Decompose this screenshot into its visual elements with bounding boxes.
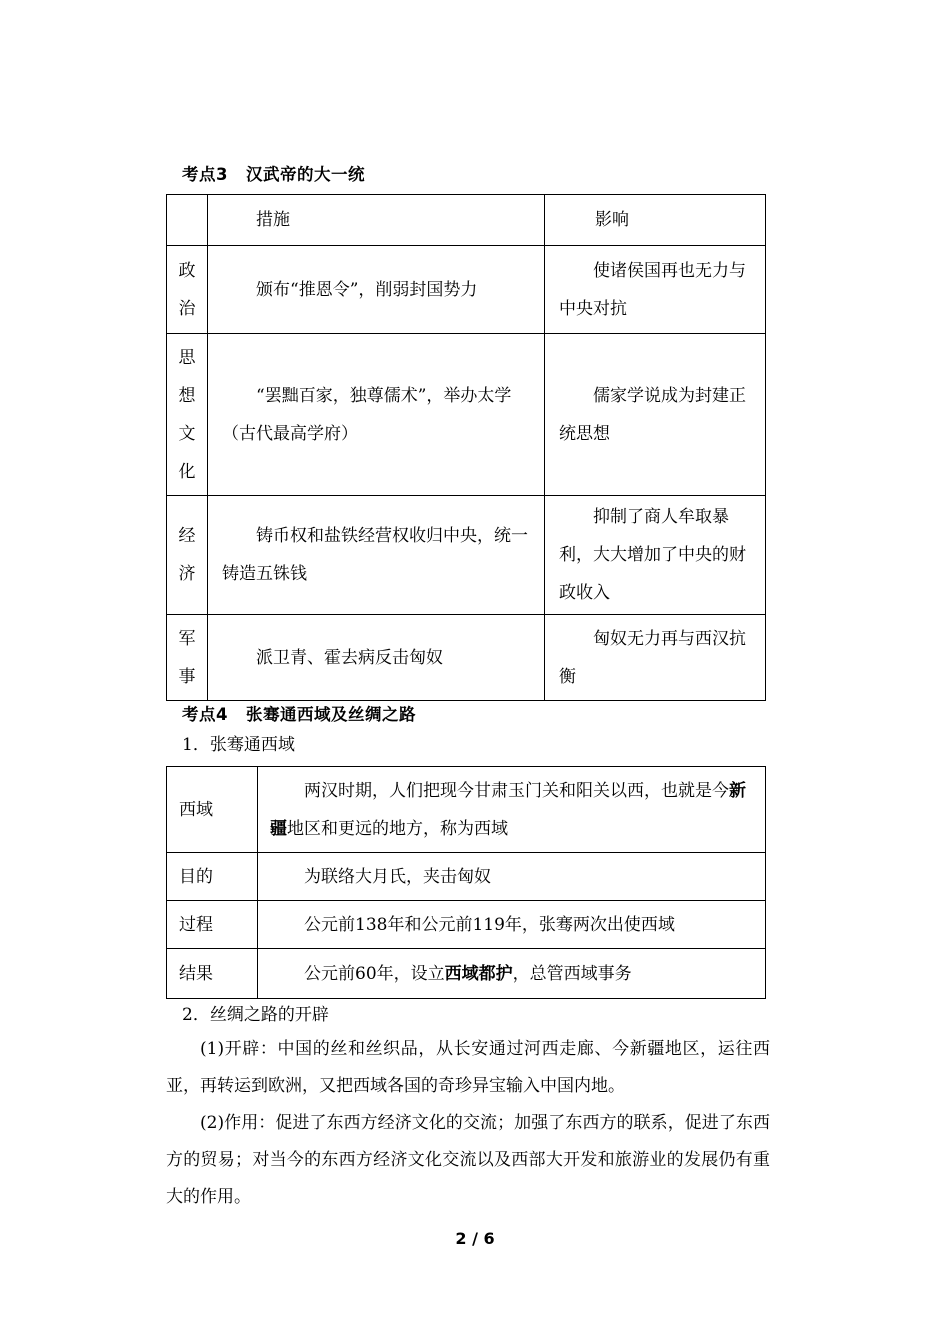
row-label: 过程 — [167, 901, 258, 949]
section-3-heading — [182, 161, 365, 185]
table-row — [167, 853, 766, 901]
section-4-label: 考点4 — [182, 705, 228, 724]
row-value: 公元前138年和公元前119年，张骞两次出使西域 — [258, 901, 766, 949]
row-label: 西域 — [167, 767, 258, 853]
category-cell: 军 事 — [167, 615, 208, 701]
category-cell: 经 济 — [167, 496, 208, 615]
row-value: 公元前60年，设立西域都护，总管西域事务 — [258, 949, 766, 999]
row-value: 两汉时期，人们把现今甘肃玉门关和阳关以西，也就是今新疆地区和更远的地方，称为西域 — [258, 767, 766, 853]
effect-cell: 抑制了商人牟取暴利，大大增加了中央的财政收入 — [545, 496, 766, 615]
table-header-row — [167, 195, 766, 246]
table-row — [167, 246, 766, 334]
highlight-term: 西域都护 — [444, 963, 513, 984]
measure-cell: “罢黜百家，独尊儒术”，举办太学（古代最高学府） — [208, 334, 545, 496]
table-row — [167, 901, 766, 949]
subheading-1: 1．张骞通西域 — [182, 735, 295, 755]
row-value: 为联络大月氏，夹击匈奴 — [258, 853, 766, 901]
table-row — [167, 496, 766, 615]
measures-table — [166, 194, 766, 701]
header-effects: 影响 — [545, 195, 766, 246]
paragraph-opening: (1)开辟：中国的丝和丝织品，从长安通过河西走廊、今新疆地区，运往西亚，再转运到欧洲，又把西域各国的奇珍异宝输入中国内地。 — [166, 1039, 770, 1096]
highlight-term: 新疆 — [270, 780, 746, 839]
table-row — [167, 334, 766, 496]
effect-cell: 使诸侯国再也无力与中央对抗 — [545, 246, 766, 334]
measure-cell: 颁布“推恩令”，削弱封国势力 — [208, 246, 545, 334]
effect-cell: 匈奴无力再与西汉抗衡 — [545, 615, 766, 701]
table-row — [167, 767, 766, 853]
category-cell: 政 治 — [167, 246, 208, 334]
page-number: 2 / 6 — [455, 1229, 495, 1248]
header-empty-cell — [167, 195, 208, 246]
subheading-2: 2．丝绸之路的开辟 — [182, 1005, 329, 1025]
measure-cell: 铸币权和盐铁经营权收归中央，统一铸造五铢钱 — [208, 496, 545, 615]
paragraph-effect: (2)作用：促进了东西方经济文化的交流；加强了东西方的联系，促进了东西方的贸易；对当今的东西方经济文化交流以及西部大开发和旅游业的发展仍有重大的作用。 — [166, 1113, 770, 1207]
table-row — [167, 615, 766, 701]
measure-cell: 派卫青、霍去病反击匈奴 — [208, 615, 545, 701]
section-4-heading — [182, 701, 416, 725]
category-cell: 思 想 文 化 — [167, 334, 208, 496]
section-3-title: 汉武帝的大一统 — [245, 165, 365, 184]
western-regions-table — [166, 766, 766, 999]
row-label: 结果 — [167, 949, 258, 999]
row-label: 目的 — [167, 853, 258, 901]
table-row — [167, 949, 766, 999]
section-3-label: 考点3 — [182, 165, 228, 184]
effect-cell: 儒家学说成为封建正统思想 — [545, 334, 766, 496]
section-4-title: 张骞通西域及丝绸之路 — [245, 705, 416, 724]
header-measures: 措施 — [208, 195, 545, 246]
